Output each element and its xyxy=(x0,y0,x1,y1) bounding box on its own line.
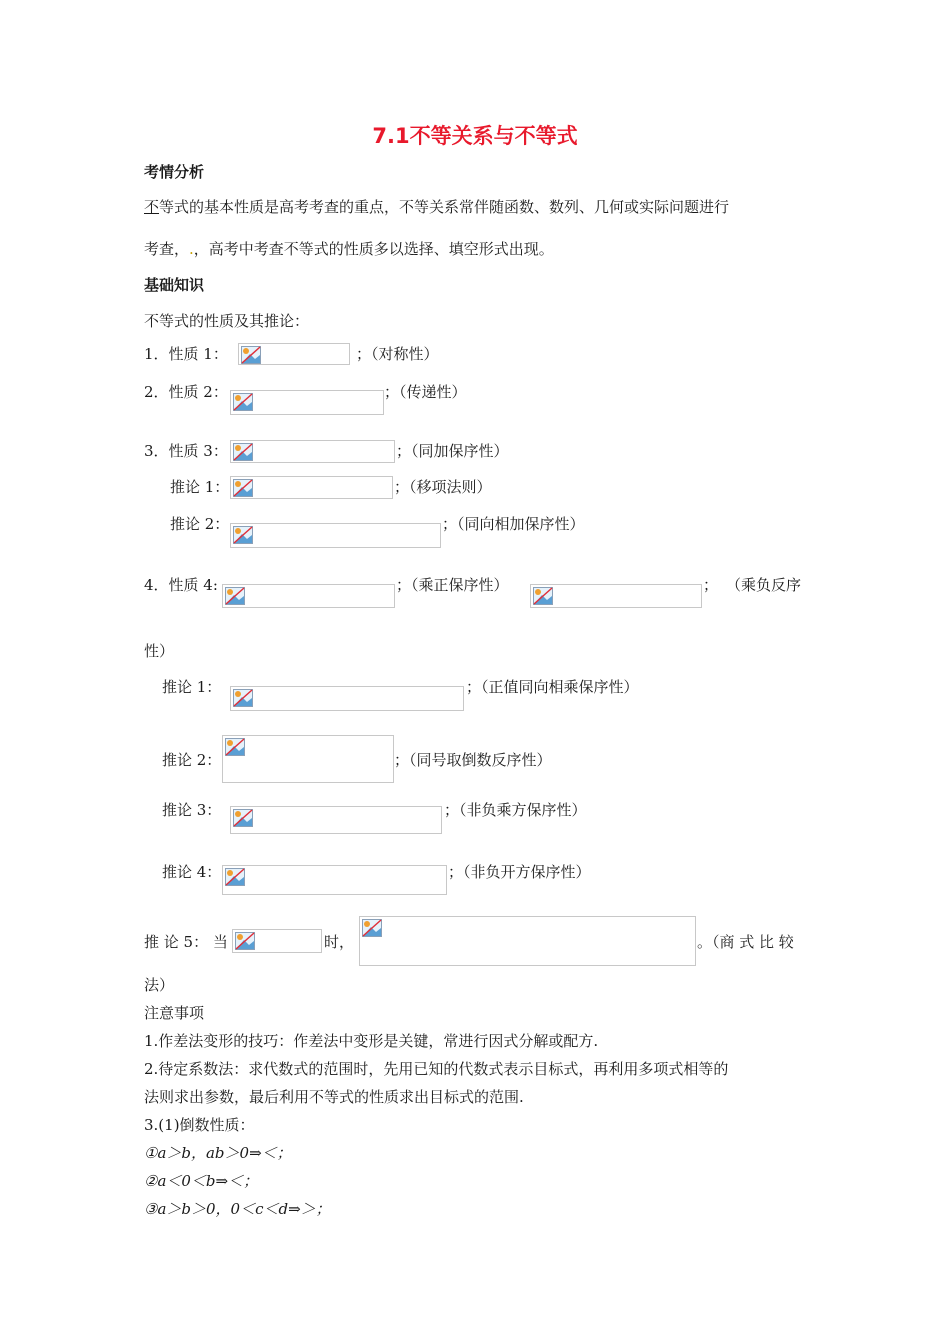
corollary-3-note: ；（非负乘方保序性） xyxy=(444,801,587,819)
analysis-line2-a: 考查， xyxy=(144,240,190,258)
formula-image-corollary-3 xyxy=(230,806,442,834)
analysis-line2-dot: . xyxy=(189,240,194,258)
property-4-note-1: ；（乘正保序性） xyxy=(396,576,509,594)
formula-image-property-1 xyxy=(238,343,350,365)
property-3-label: 3．性质 3： xyxy=(144,442,228,460)
broken-image-icon xyxy=(233,526,253,544)
corollary-4-note: ；（非负开方保序性） xyxy=(448,863,591,881)
corollary-5-end: 。（商 式 比 较 xyxy=(697,933,794,951)
property-1-note: ；（对称性） xyxy=(356,345,439,363)
formula-image-property-3-corollary-1 xyxy=(230,476,393,499)
reciprocal-rule-1: ①a＞b，ab＞0⇒＜； xyxy=(144,1144,292,1162)
section-heading-analysis: 考情分析 xyxy=(144,163,205,181)
broken-image-icon xyxy=(233,689,253,707)
corollary-5-mid: 时， xyxy=(324,933,355,951)
property-1-label: 1．性质 1： xyxy=(144,345,228,363)
formula-image-property-4b xyxy=(530,584,702,608)
broken-image-icon xyxy=(233,443,253,461)
broken-image-icon xyxy=(225,587,245,605)
formula-image-corollary-4 xyxy=(222,865,447,895)
corollary-4-label: 推论 4： xyxy=(162,863,222,881)
note-2-line-2: 法则求出参数，最后利用不等式的性质求出目标式的范围. xyxy=(144,1088,524,1106)
broken-image-icon xyxy=(241,346,261,364)
broken-image-icon xyxy=(233,809,253,827)
broken-image-icon xyxy=(225,868,245,886)
broken-image-icon xyxy=(225,738,245,756)
analysis-paragraph-line1 xyxy=(144,198,729,216)
property-4-note-2: （乘负反序 xyxy=(726,576,802,594)
note-1: 1.作差法变形的技巧：作差法中变形是关键，常进行因式分解或配方. xyxy=(144,1032,599,1050)
corollary-1-label: 推论 1： xyxy=(162,678,222,696)
broken-image-icon xyxy=(533,587,553,605)
corollary-2-note: ；（同号取倒数反序性） xyxy=(394,751,552,769)
formula-image-corollary-1 xyxy=(230,686,464,711)
corollary-5-label: 推 论 5： 当 xyxy=(144,933,228,951)
formula-image-property-2 xyxy=(230,390,384,415)
notes-heading: 注意事项 xyxy=(144,1004,205,1022)
analysis-line2-b: ，高考中考查不等式的性质多以选择、填空形式出现。 xyxy=(193,240,554,258)
property-4-note-2-cont: 性） xyxy=(144,642,175,660)
formula-image-corollary-5-result xyxy=(359,916,696,966)
analysis-line1-text: 等式的基本性质是高考考查的重点，不等关系常伴随函数、数列、几何或实际问题进行 xyxy=(159,198,730,216)
broken-image-icon xyxy=(235,932,255,950)
reciprocal-rule-2: ②a＜0＜b⇒＜； xyxy=(144,1172,259,1190)
property-3-corollary-2-label: 推论 2： xyxy=(170,515,230,533)
property-3-corollary-1-label: 推论 1： xyxy=(170,478,230,496)
analysis-paragraph-line2 xyxy=(144,240,554,258)
basics-intro: 不等式的性质及其推论： xyxy=(144,312,310,330)
formula-image-property-3 xyxy=(230,440,395,463)
corollary-2-label: 推论 2： xyxy=(162,751,222,769)
property-4-label: 4．性质 4: xyxy=(144,576,218,594)
formula-image-corollary-5-condition xyxy=(232,929,322,953)
property-3-corollary-1-note: ；（移项法则） xyxy=(394,478,492,496)
note-2-line-1: 2.待定系数法：求代数式的范围时，先用已知的代数式表示目标式，再利用多项式相等的 xyxy=(144,1060,729,1078)
broken-image-icon xyxy=(233,393,253,411)
broken-image-icon xyxy=(362,919,382,937)
analysis-first-char: 不 xyxy=(144,198,160,216)
property-3-corollary-2-note: ；（同向相加保序性） xyxy=(442,515,585,533)
formula-image-corollary-2 xyxy=(222,735,394,783)
property-2-note: ；（传递性） xyxy=(384,383,467,401)
reciprocal-rule-3: ③a＞b＞0，0＜c＜d⇒＞； xyxy=(144,1200,331,1218)
property-4-note-2-sep: ； xyxy=(703,576,719,594)
broken-image-icon xyxy=(233,479,253,497)
note-3: 3.(1)倒数性质： xyxy=(144,1116,255,1134)
corollary-3-label: 推论 3： xyxy=(162,801,222,819)
formula-image-property-4a xyxy=(222,584,395,608)
corollary-5-end-cont: 法） xyxy=(144,976,175,994)
property-2-label: 2．性质 2： xyxy=(144,383,228,401)
page-title: 7.1不等关系与不等式 xyxy=(372,124,578,148)
corollary-1-note: ；（正值同向相乘保序性） xyxy=(466,678,639,696)
formula-image-property-3-corollary-2 xyxy=(230,523,441,548)
section-heading-basics: 基础知识 xyxy=(144,276,205,294)
property-3-note: ；（同加保序性） xyxy=(396,442,509,460)
